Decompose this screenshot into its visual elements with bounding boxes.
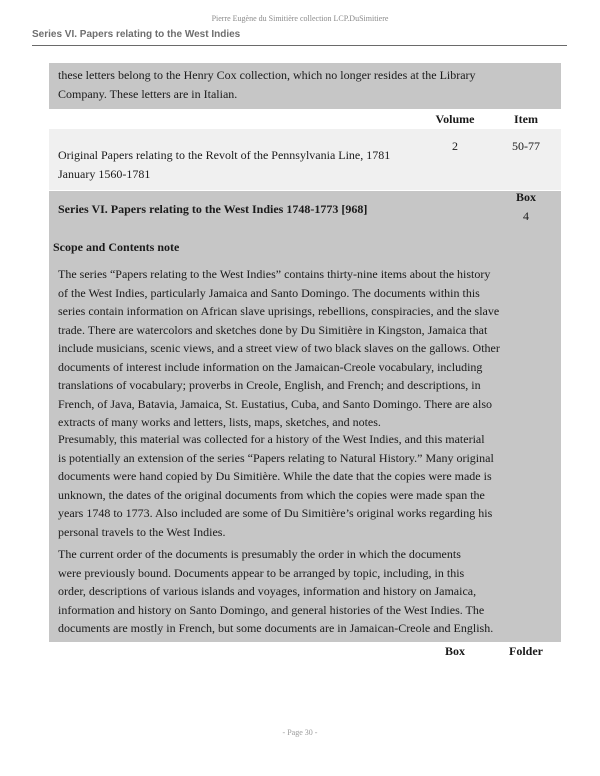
paragraph-line: years 1748 to 1773. Also included are some of Du Simitière’s original works regarding his [58, 506, 493, 520]
paragraph-line: were previously bound. Documents appear to be arranged by topic, including, in this [58, 565, 465, 580]
series-title: Series VI. Papers relating to the West Indies 1748-1773 [968] [58, 202, 368, 216]
paragraph-line: include musicians, scenic views, and a street view of two black slaves on the gallows. Other [58, 341, 500, 355]
paragraph-line: extracts of many works and letters, lists, maps, sketches, and notes. [58, 415, 381, 429]
paragraph-line: of the West Indies, particularly Jamaica and Santo Domingo. The documents within this [58, 285, 480, 300]
scope-heading: Scope and Contents note [53, 240, 180, 254]
paragraph-line: The series “Papers relating to the West Indies” contains thirty-nine items about the history [58, 267, 491, 281]
paragraph-line: documents are mostly in French, but some documents are in Jamaican-Creole and English. [58, 621, 494, 635]
column-header-box: Box [444, 644, 465, 658]
paragraph-line: documents of interest include information on the Jamaican-Creole vocabulary, including [58, 359, 483, 374]
paragraph-line: The current order of the documents is presumably the order in which the documents [58, 547, 461, 561]
item-date: January 1560-1781 [58, 166, 151, 181]
paragraph-line: information and history on Santo Domingo, and general histories of the West Indies. The [58, 602, 485, 617]
prev-note-block [49, 63, 561, 109]
paragraph-line: unknown, the dates of the original documents from which the copies were made span the [58, 487, 485, 502]
paragraph-line: trade. There are watercolors and sketches done by Du Simitière in Kingston, Jamaica that [58, 322, 488, 337]
column-header-folder: Folder [509, 644, 543, 658]
running-head: Series VI. Papers relating to the West Indies [32, 29, 241, 40]
column-header-volume: Volume [435, 112, 475, 126]
prev-note-line: Company. These letters are in Italian. [58, 86, 238, 101]
paragraph-line: series contain information on African slave uprisings, rebellions, conspiracies, and the slave [58, 304, 500, 318]
box-value: 4 [523, 209, 529, 223]
scope-paragraph-1 [58, 265, 500, 432]
paragraph-line: translations of vocabulary; proverbs in Creole, English, and French; and descriptions, in [58, 378, 481, 392]
paragraph-line: personal travels to the West Indies. [58, 524, 226, 539]
paragraph-line: documents were hand copied by Du Simitière. While the date that the copies were made is [58, 469, 492, 483]
header-rule [32, 45, 567, 46]
prev-note-line: these letters belong to the Henry Cox collection, which no longer resides at the Library [58, 68, 476, 82]
scope-paragraph-2 [58, 430, 494, 541]
paragraph-line: order, descriptions of various islands and voyages, information and history on Jamaica, [58, 584, 477, 598]
collection-title: Pierre Eugène du Simitière collection LCP.DuSimitiere [211, 14, 389, 23]
item-volume: 2 [452, 139, 458, 153]
series-block [49, 191, 561, 642]
item-title: Original Papers relating to the Revolt of the Pennsylvania Line, 1781 [58, 148, 391, 162]
column-header-item: Item [514, 112, 538, 126]
paragraph-line: Presumably, this material was collected for a history of the West Indies, and this material [58, 432, 485, 446]
scope-paragraph-3 [58, 545, 493, 638]
paragraph-line: is potentially an extension of the series “Papers relating to Natural History.” Many original [58, 450, 494, 465]
paragraph-line: French, of Java, Batavia, Jamaica, St. Eustatius, Cuba, and Santo Domingo. There are also [58, 396, 493, 411]
item-number: 50-77 [512, 139, 540, 153]
box-label: Box [515, 190, 536, 204]
page-number: - Page 30 - [282, 728, 318, 737]
